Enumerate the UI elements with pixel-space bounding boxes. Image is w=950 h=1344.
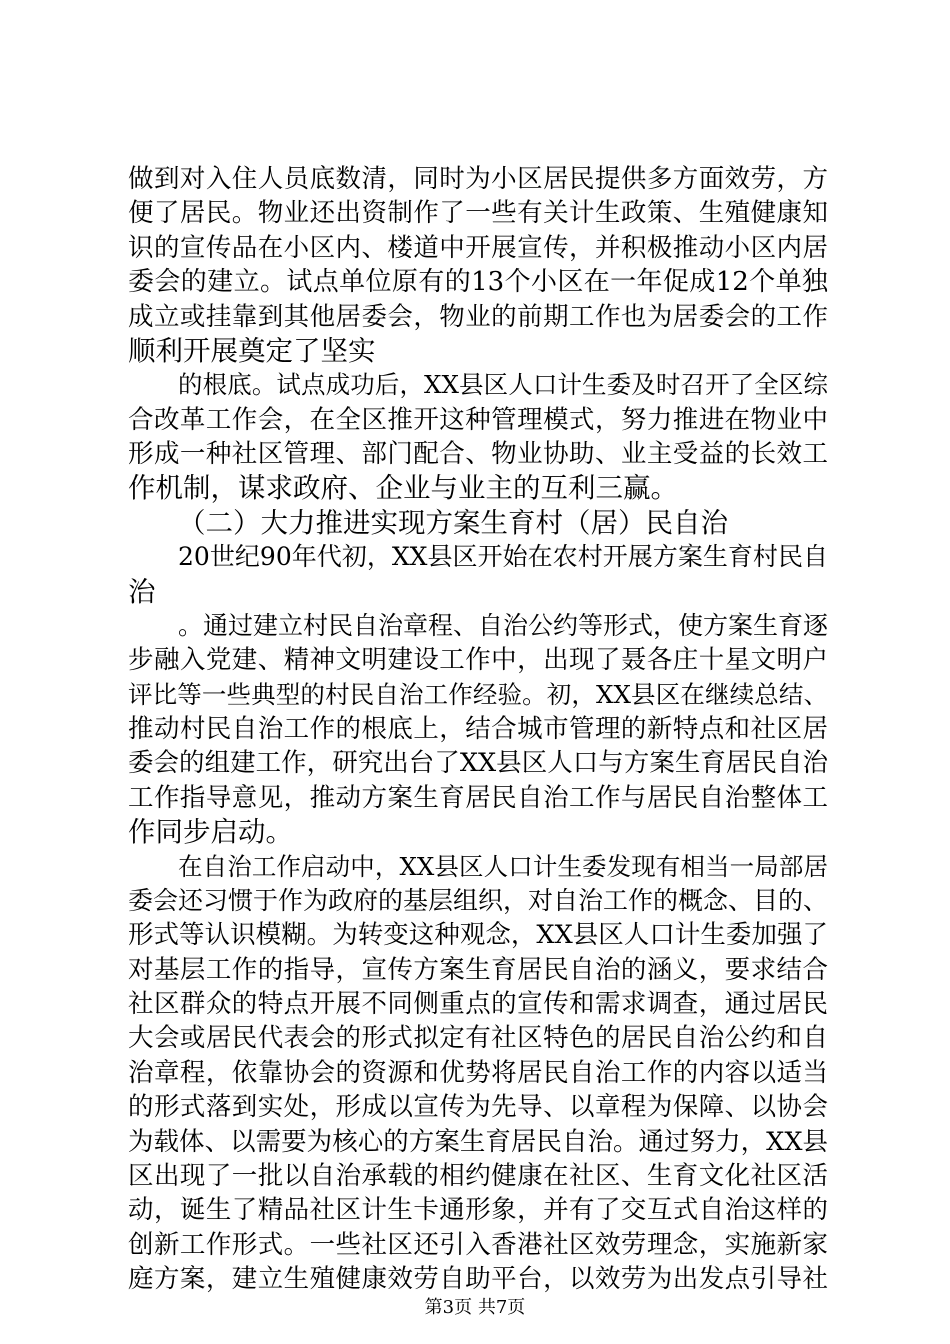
text-line: 的形式落到实处，形成以宣传为先导、以章程为保障、以协会	[128, 1092, 828, 1122]
text-line: 评比等一些典型的村民自治工作经验。初，XX县区在继续总结、	[128, 680, 828, 709]
text-line: 步融入党建、精神文明建设工作中，出现了聂各庄十星文明户	[128, 645, 828, 675]
text-line: 便了居民。物业还出资制作了一些有关计生政策、生殖健康知	[128, 198, 828, 228]
text-line: 对基层工作的指导，宣传方案生育居民自治的涵义，要求结合	[128, 955, 828, 985]
text-line: 做到对入住人员底数清，同时为小区居民提供多方面效劳，方	[128, 164, 828, 194]
text-line: 社区群众的特点开展不同侧重点的宣传和需求调查，通过居民	[128, 989, 828, 1019]
text-line: 作机制，谋求政府、企业与业主的互利三赢。	[128, 472, 678, 504]
text-line: 创新工作形式。一些社区还引入香港社区效劳理念，实施新家	[128, 1230, 828, 1260]
text-line: 大会或居民代表会的形式拟定有社区特色的居民自治公约和自	[128, 1023, 828, 1053]
text-line: 委会还习惯于作为政府的基层组织，对自治工作的概念、目的、	[128, 886, 829, 915]
text-line: 的根底。试点成功后，XX县区人口计生委及时召开了全区综	[178, 370, 828, 399]
text-line: 识的宣传品在小区内、楼道中开展宣传，并积极推动小区内居	[128, 233, 828, 263]
text-line: 在自治工作启动中，XX县区人口计生委发现有相当一局部居	[178, 852, 828, 881]
text-line: 庭方案，建立生殖健康效劳自助平台，以效劳为出发点引导社	[128, 1264, 828, 1294]
text-line: 成立或挂靠到其他居委会，物业的前期工作也为居委会的工作	[128, 302, 828, 332]
text-line: 推动村民自治工作的根底上，结合城市管理的新特点和社区居	[128, 714, 828, 744]
text-line: 工作指导意见，推动方案生育居民自治工作与居民自治整体工	[128, 783, 828, 813]
text-line: 顺利开展奠定了坚实	[128, 335, 376, 367]
text-line: 治	[128, 576, 156, 608]
text-line: 作同步启动。	[128, 816, 293, 848]
section-heading: （二）大力推进实现方案生育村（居）民自治	[178, 507, 728, 539]
text-line: 形成一种社区管理、部门配合、物业协助、业主受益的长效工	[128, 439, 828, 469]
text-line: 委会的组建工作，研究出台了XX县区人口与方案生育居民自治	[128, 748, 828, 778]
text-line: 形式等认识模糊。为转变这种观念，XX县区人口计生委加强了	[128, 920, 828, 950]
text-line: 为载体、以需要为核心的方案生育居民自治。通过努力，XX县	[128, 1127, 828, 1157]
text-line: 委会的建立。试点单位原有的13个小区在一年促成12个单独	[128, 267, 828, 297]
text-line: 20世纪90年代初，XX县区开始在农村开展方案生育村民自	[178, 542, 828, 571]
text-line: 区出现了一批以自治承载的相约健康在社区、生育文化社区活	[128, 1161, 828, 1191]
text-line: 治章程，依靠协会的资源和优势将居民自治工作的内容以适当	[128, 1058, 828, 1088]
text-line: 。通过建立村民自治章程、自治公约等形式，使方案生育逐	[178, 611, 829, 640]
text-line: 合改革工作会，在全区推开这种管理模式，努力推进在物业中	[128, 405, 828, 435]
page-number: 第3页 共7页	[424, 1297, 526, 1318]
text-line: 动，诞生了精品社区计生卡通形象，并有了交互式自治这样的	[128, 1195, 828, 1225]
